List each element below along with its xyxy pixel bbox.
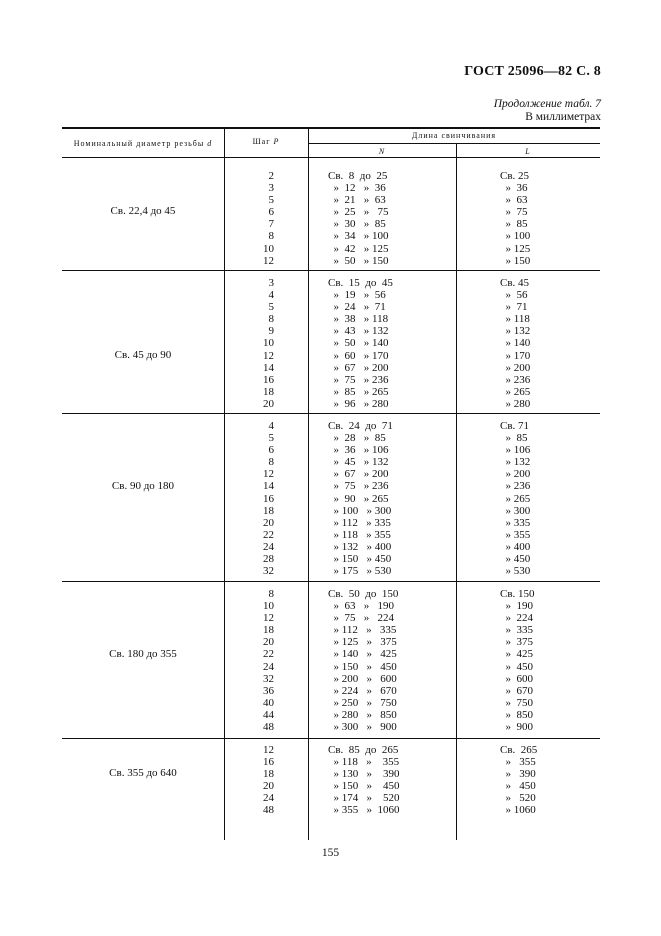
table-cell-line: » 112 » 335: [328, 624, 397, 637]
table-cell-line: » 75: [500, 206, 528, 219]
table-cell-line: 5: [268, 194, 274, 207]
table-cell-line: 10: [263, 600, 274, 613]
table-cell-line: » 43 » 132: [328, 325, 389, 338]
table-cell-line: » 200: [500, 361, 531, 374]
table-cell-line: » 100 » 300: [328, 504, 392, 517]
table-cell-line: » 90 » 265: [328, 492, 389, 505]
table-cell-line: » 42 » 125: [328, 242, 389, 255]
table-cell-line: » 850: [500, 708, 533, 721]
table-cell-line: » 130 » 390: [328, 768, 400, 781]
table-cell-line: 24: [263, 792, 274, 805]
group-divider: [62, 738, 600, 739]
table-cell-line: » 425: [500, 648, 533, 661]
table-cell-line: 20: [263, 636, 274, 649]
table-cell-line: » 175 » 530: [328, 565, 392, 578]
units-label: В миллиметрах: [525, 111, 601, 123]
table-cell-line: » 280 » 850: [328, 708, 397, 721]
table-cell-line: 32: [263, 672, 274, 685]
table-cell-line: » 300: [500, 504, 531, 517]
table-cell-line: » 63 » 190: [328, 600, 394, 613]
table-cell-line: 24: [263, 660, 274, 673]
table-cell-line: » 450: [500, 553, 531, 566]
table-cell-line: Св. 24 до 71: [328, 420, 393, 432]
l-values: [500, 170, 600, 267]
table-cell-line: » 450: [500, 660, 533, 673]
table-cell-line: » 100: [500, 230, 531, 243]
table-cell-line: 12: [263, 612, 274, 625]
table-cell-line: » 250 » 750: [328, 696, 397, 709]
table-cell-line: 4: [268, 289, 274, 302]
pitch-values: [224, 744, 274, 817]
table-cell-line: » 36 » 106: [328, 444, 389, 457]
table-cell-line: 20: [263, 516, 274, 529]
table-cell-line: 16: [263, 492, 274, 505]
table-cell-line: 8: [268, 313, 274, 326]
table-cell-line: 4: [268, 420, 274, 432]
table-cell-line: » 75 » 236: [328, 480, 389, 493]
table-cell-line: 48: [263, 804, 274, 817]
table-cell-line: 5: [268, 301, 274, 314]
table-cell-line: 6: [268, 206, 274, 219]
n-values: [328, 588, 458, 733]
table-cell-line: » 400: [500, 540, 531, 553]
table-cell-line: » 265: [500, 385, 531, 398]
table-cell-line: 9: [268, 325, 274, 338]
header-bottom-rule: [62, 157, 600, 158]
table-cell-line: » 520: [500, 792, 536, 805]
table-cell-line: 10: [263, 337, 274, 350]
table-cell-line: 5: [268, 432, 274, 445]
table-cell-line: » 236: [500, 373, 531, 386]
table-cell-line: » 150: [500, 254, 531, 267]
table-cell-line: » 67 » 200: [328, 361, 389, 374]
table-cell-line: » 75 » 236: [328, 373, 389, 386]
diameter-header: Номинальный диаметр резьбы d: [73, 139, 213, 148]
table-cell-line: » 236: [500, 480, 531, 493]
table-cell-line: 14: [263, 480, 274, 493]
table-cell-line: » 132: [500, 456, 531, 469]
table-cell-line: » 224: [500, 612, 533, 625]
table-cell-line: » 118 » 355: [328, 756, 400, 769]
table-cell-line: » 30 » 85: [328, 218, 386, 231]
table-cell-line: » 56: [500, 289, 528, 302]
table-cell-line: » 300 » 900: [328, 721, 397, 734]
table-cell-line: » 85 » 265: [328, 385, 389, 398]
table-cell-line: 36: [263, 684, 274, 697]
table-cell-line: 2: [268, 170, 274, 182]
table-cell-line: » 75 » 224: [328, 612, 394, 625]
table-cell-line: » 170: [500, 349, 531, 362]
table-cell-line: 28: [263, 553, 274, 566]
table-cell-line: » 132 » 400: [328, 540, 392, 553]
pitch-values: [224, 420, 274, 577]
table-cell-line: » 900: [500, 721, 533, 734]
table-cell-line: » 375: [500, 636, 533, 649]
table-cell-line: 3: [268, 277, 274, 289]
table-cell-line: » 71: [500, 301, 528, 314]
table-cell-line: » 12 » 36: [328, 182, 386, 195]
table-cell-line: » 85: [500, 218, 528, 231]
table-cell-line: » 390: [500, 768, 536, 781]
table-cell-line: » 150 » 450: [328, 660, 397, 673]
table-cell-line: » 60 » 170: [328, 349, 389, 362]
table-cell-line: » 19 » 56: [328, 289, 386, 302]
group-divider: [62, 581, 600, 582]
pitch-values: [224, 277, 274, 410]
table-cell-line: 22: [263, 528, 274, 541]
diameter-cell: Св. 180 до 355: [109, 648, 177, 660]
group-divider: [62, 270, 600, 271]
table-cell-line: » 25 » 75: [328, 206, 389, 219]
table-cell-line: » 150 » 450: [328, 553, 392, 566]
table-cell-line: » 38 » 118: [328, 313, 389, 326]
table-cell-line: Св. 15 до 45: [328, 277, 393, 289]
table-cell-line: » 118 » 355: [328, 528, 391, 541]
engagement-length-header: Длина свинчивания: [411, 131, 497, 140]
table-continuation-label: Продолжение табл. 7: [493, 98, 601, 110]
column-divider: [308, 127, 309, 840]
table-cell-line: 6: [268, 444, 274, 457]
table-cell-line: 44: [263, 708, 274, 721]
table-cell-line: » 36: [500, 182, 528, 195]
table-cell-line: » 355: [500, 756, 536, 769]
table-cell-line: 18: [263, 624, 274, 637]
n-values: [328, 277, 458, 410]
table-cell-line: » 355: [500, 528, 531, 541]
table-cell-line: Св. 8 до 25: [328, 170, 388, 182]
table-cell-line: Св. 71: [500, 420, 530, 432]
table-cell-line: 18: [263, 504, 274, 517]
table-cell-line: » 530: [500, 565, 531, 578]
table-cell-line: » 112 » 335: [328, 516, 391, 529]
table-cell-line: 12: [263, 468, 274, 481]
group-divider: [62, 413, 600, 414]
table-cell-line: » 355 » 1060: [328, 804, 400, 817]
table-cell-line: 16: [263, 373, 274, 386]
table-cell-line: » 150 » 450: [328, 780, 400, 793]
pitch-values: [224, 170, 274, 267]
table-cell-line: » 335: [500, 624, 533, 637]
table-cell-line: » 96 » 280: [328, 397, 389, 410]
l-values: [500, 588, 600, 733]
table-cell-line: 12: [263, 744, 274, 756]
table-cell-line: 10: [263, 242, 274, 255]
table-cell-line: 24: [263, 540, 274, 553]
page-number: 155: [321, 847, 340, 859]
engagement-header-rule: [308, 143, 600, 144]
table-cell-line: » 280: [500, 397, 531, 410]
table-cell-line: 8: [268, 456, 274, 469]
table-cell-line: 8: [268, 588, 274, 600]
table-cell-line: » 335: [500, 516, 531, 529]
table-cell-line: 16: [263, 756, 274, 769]
table-cell-line: 14: [263, 361, 274, 374]
l-column-header: L: [525, 147, 531, 156]
table-cell-line: » 50 » 140: [328, 337, 389, 350]
n-values: [328, 170, 458, 267]
l-values: [500, 420, 600, 577]
table-cell-line: » 600: [500, 672, 533, 685]
table-cell-line: 18: [263, 385, 274, 398]
table-cell-line: » 670: [500, 684, 533, 697]
table-cell-line: » 50 » 150: [328, 254, 389, 267]
table-cell-line: 22: [263, 648, 274, 661]
table-cell-line: » 28 » 85: [328, 432, 386, 445]
table-cell-line: Св. 265: [500, 744, 538, 756]
n-column-header: N: [378, 147, 386, 156]
table-cell-line: Св. 50 до 150: [328, 588, 399, 600]
table-cell-line: » 450: [500, 780, 536, 793]
l-values: [500, 744, 600, 817]
table-cell-line: » 140: [500, 337, 531, 350]
table-cell-line: 12: [263, 349, 274, 362]
diameter-cell: Св. 45 до 90: [114, 349, 172, 361]
table-cell-line: » 190: [500, 600, 533, 613]
table-cell-line: Св. 85 до 265: [328, 744, 399, 756]
table-cell-line: » 265: [500, 492, 531, 505]
table-cell-line: » 200 » 600: [328, 672, 397, 685]
table-cell-line: Св. 45: [500, 277, 530, 289]
table-cell-line: » 118: [500, 313, 530, 326]
table-cell-line: » 1060: [500, 804, 536, 817]
n-values: [328, 744, 458, 817]
table-cell-line: 18: [263, 768, 274, 781]
table-cell-line: 3: [268, 182, 274, 195]
pitch-header: Шаг P: [252, 137, 280, 146]
table-cell-line: » 21 » 63: [328, 194, 386, 207]
table-cell-line: » 85: [500, 432, 528, 445]
table-cell-line: » 45 » 132: [328, 456, 389, 469]
diameter-cell: Св. 90 до 180: [111, 480, 175, 492]
table-cell-line: 48: [263, 721, 274, 734]
diameter-cell: Св. 355 до 640: [109, 767, 177, 779]
table-cell-line: 8: [268, 230, 274, 243]
diameter-cell: Св. 22,4 до 45: [110, 205, 176, 217]
table-cell-line: Св. 25: [500, 170, 530, 182]
table-cell-line: » 132: [500, 325, 531, 338]
table-cell-line: 20: [263, 780, 274, 793]
table-cell-line: » 174 » 520: [328, 792, 400, 805]
table-cell-line: 32: [263, 565, 274, 578]
table-cell-line: 40: [263, 696, 274, 709]
table-cell-line: » 200: [500, 468, 531, 481]
table-cell-line: 20: [263, 397, 274, 410]
table-top-rule: [62, 127, 600, 129]
l-values: [500, 277, 600, 410]
n-values: [328, 420, 458, 577]
pitch-values: [224, 588, 274, 733]
document-code: ГОСТ 25096—82 С. 8: [464, 64, 601, 79]
table-cell-line: » 140 » 425: [328, 648, 397, 661]
table-cell-line: Св. 150: [500, 588, 535, 600]
table-cell-line: » 750: [500, 696, 533, 709]
table-cell-line: » 34 » 100: [328, 230, 389, 243]
table-cell-line: » 24 » 71: [328, 301, 386, 314]
table-cell-line: » 125 » 375: [328, 636, 397, 649]
table-cell-line: » 63: [500, 194, 528, 207]
table-cell-line: » 106: [500, 444, 531, 457]
table-cell-line: » 125: [500, 242, 531, 255]
table-cell-line: 7: [268, 218, 274, 231]
table-cell-line: 12: [263, 254, 274, 267]
table-cell-line: » 67 » 200: [328, 468, 389, 481]
table-cell-line: » 224 » 670: [328, 684, 397, 697]
